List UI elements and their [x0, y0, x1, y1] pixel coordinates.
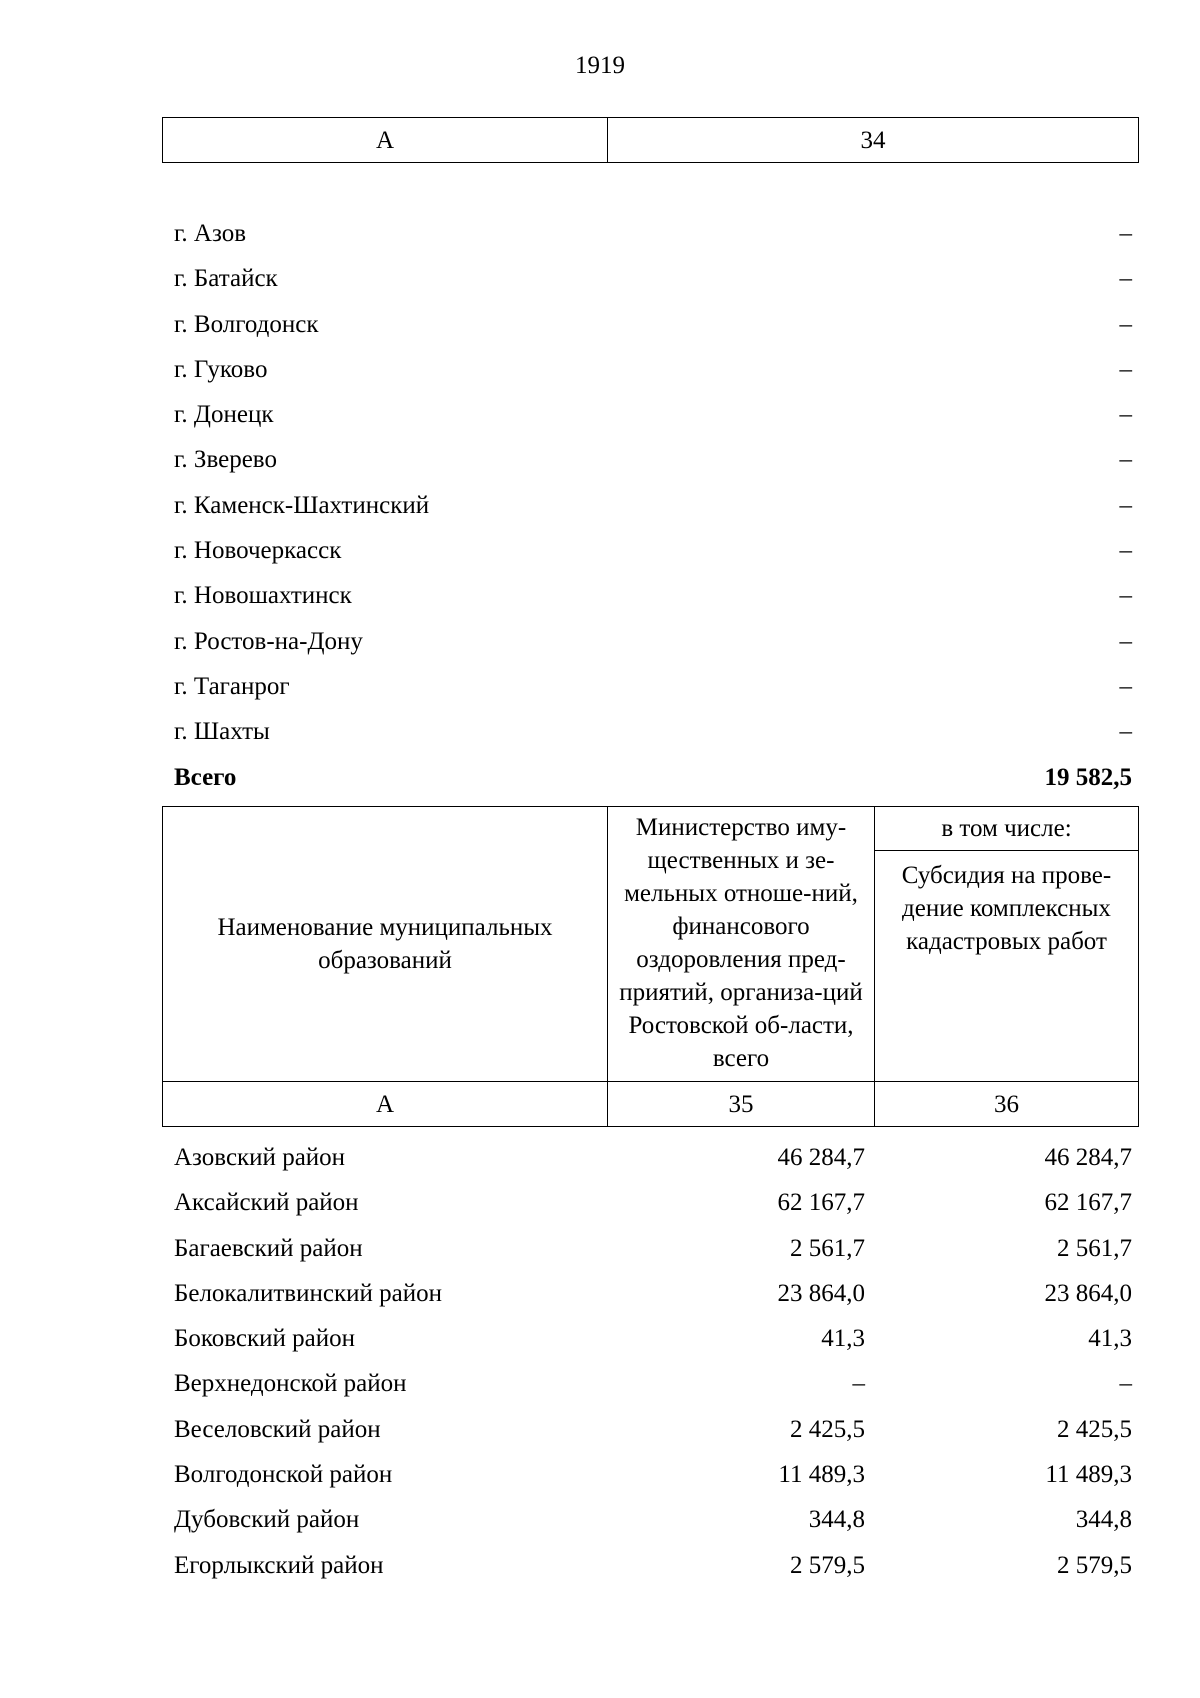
table-row	[174, 1226, 1132, 1271]
value-34: –	[1119, 355, 1132, 383]
value-34: –	[1119, 446, 1132, 474]
value-34: –	[1119, 491, 1132, 519]
district-name: Дубовский район	[174, 1506, 360, 1534]
value-36: 62 167,7	[1044, 1189, 1132, 1217]
table-row	[174, 664, 1132, 709]
table1-col-a: А	[163, 118, 608, 163]
value-35: 2 425,5	[790, 1415, 865, 1443]
value-34: –	[1119, 537, 1132, 565]
value-35: 46 284,7	[777, 1144, 865, 1171]
value-36: 23 864,0	[1044, 1279, 1132, 1307]
table-row	[174, 1135, 1132, 1180]
table-row	[174, 302, 1132, 347]
table-row	[174, 347, 1132, 392]
value-36: –	[1119, 1370, 1132, 1398]
table-row	[174, 392, 1132, 437]
value-34: –	[1119, 401, 1132, 429]
page-number: 1919	[575, 52, 625, 79]
municipality-name: г. Таганрог	[174, 672, 290, 700]
district-name: Верхнедонской район	[174, 1370, 407, 1398]
municipality-name: г. Волгодонск	[174, 310, 319, 338]
district-name: Волгодонской район	[174, 1461, 393, 1489]
table2-col-36: 36	[875, 1082, 1139, 1127]
district-name: Белокалитвинский район	[174, 1279, 442, 1307]
district-name: Аксайский район	[174, 1189, 359, 1217]
value-35: 2 579,5	[790, 1551, 865, 1579]
value-34: –	[1119, 672, 1132, 700]
value-34: –	[1119, 220, 1132, 247]
value-34: –	[1119, 718, 1132, 746]
municipality-name: г. Зверево	[174, 446, 277, 474]
table-row	[174, 1543, 1132, 1588]
table-row	[174, 1452, 1132, 1497]
table-row	[174, 528, 1132, 573]
municipality-name: г. Шахты	[174, 718, 270, 746]
municipality-name: г. Батайск	[174, 265, 278, 293]
value-36: 344,8	[1075, 1506, 1132, 1534]
district-name: Багаевский район	[174, 1234, 363, 1262]
subsidy-column-header: Субсидия на прове-дение комплексных кадастровых работ	[875, 851, 1139, 1082]
table1-col-34: 34	[608, 118, 1139, 163]
value-36: 41,3	[1088, 1325, 1132, 1353]
value-35: 11 489,3	[778, 1461, 865, 1489]
table2-header	[162, 806, 1139, 1127]
table2-col-35: 35	[608, 1082, 875, 1127]
municipality-name: г. Донецк	[174, 401, 274, 429]
district-name: Азовский район	[174, 1144, 346, 1171]
table-row	[174, 1271, 1132, 1316]
district-name: Веселовский район	[174, 1415, 381, 1443]
municipality-name: г. Азов	[174, 220, 247, 247]
value-35: 23 864,0	[777, 1279, 865, 1307]
table2-body	[174, 1135, 1132, 1588]
table-row	[174, 1361, 1132, 1406]
municipality-name: г. Новочеркасск	[174, 537, 342, 565]
table-row	[174, 1497, 1132, 1542]
total-label: Всего	[174, 763, 237, 791]
table-row	[174, 573, 1132, 618]
table1-body	[174, 211, 1132, 800]
value-35: 2 561,7	[790, 1234, 865, 1262]
table2-col-a: А	[163, 1082, 608, 1127]
value-35: 41,3	[821, 1325, 865, 1353]
municipality-name: г. Каменск-Шахтинский	[174, 491, 430, 519]
table-row	[174, 256, 1132, 301]
total-value: 19 582,5	[1044, 763, 1132, 791]
municipality-name: г. Гуково	[174, 355, 268, 383]
value-34: –	[1119, 627, 1132, 655]
table-row	[174, 709, 1132, 754]
value-35: 62 167,7	[777, 1189, 865, 1217]
table-row	[174, 437, 1132, 482]
including-header: в том числе:	[875, 807, 1139, 851]
municipality-name: г. Новошахтинск	[174, 582, 352, 610]
district-name: Егорлыкский район	[174, 1551, 384, 1579]
table-row	[174, 1316, 1132, 1361]
value-36: 11 489,3	[1045, 1461, 1132, 1489]
table-row	[174, 1180, 1132, 1225]
table-row	[174, 619, 1132, 664]
municipality-column-header: Наименование муниципальных образований	[163, 807, 608, 1082]
value-34: –	[1119, 582, 1132, 610]
value-34: –	[1119, 265, 1132, 293]
value-34: –	[1119, 310, 1132, 338]
district-name: Боковский район	[174, 1325, 355, 1353]
value-35: –	[852, 1370, 865, 1398]
table-row	[174, 211, 1132, 256]
value-36: 2 425,5	[1057, 1415, 1132, 1443]
table-row	[174, 1407, 1132, 1452]
table1-column-header	[162, 117, 1139, 163]
value-36: 2 579,5	[1057, 1551, 1132, 1579]
table-row	[174, 483, 1132, 528]
ministry-column-header: Министерство иму-щественных и зе-мельных отноше-ний, финансового оздоровления пред-приятий, организа-ций Ростовской об-ласти, всего	[608, 807, 875, 1082]
value-35: 344,8	[808, 1506, 865, 1534]
total-row	[174, 755, 1132, 800]
value-36: 2 561,7	[1057, 1234, 1132, 1262]
value-36: 46 284,7	[1044, 1144, 1132, 1171]
municipality-name: г. Ростов-на-Дону	[174, 627, 363, 655]
